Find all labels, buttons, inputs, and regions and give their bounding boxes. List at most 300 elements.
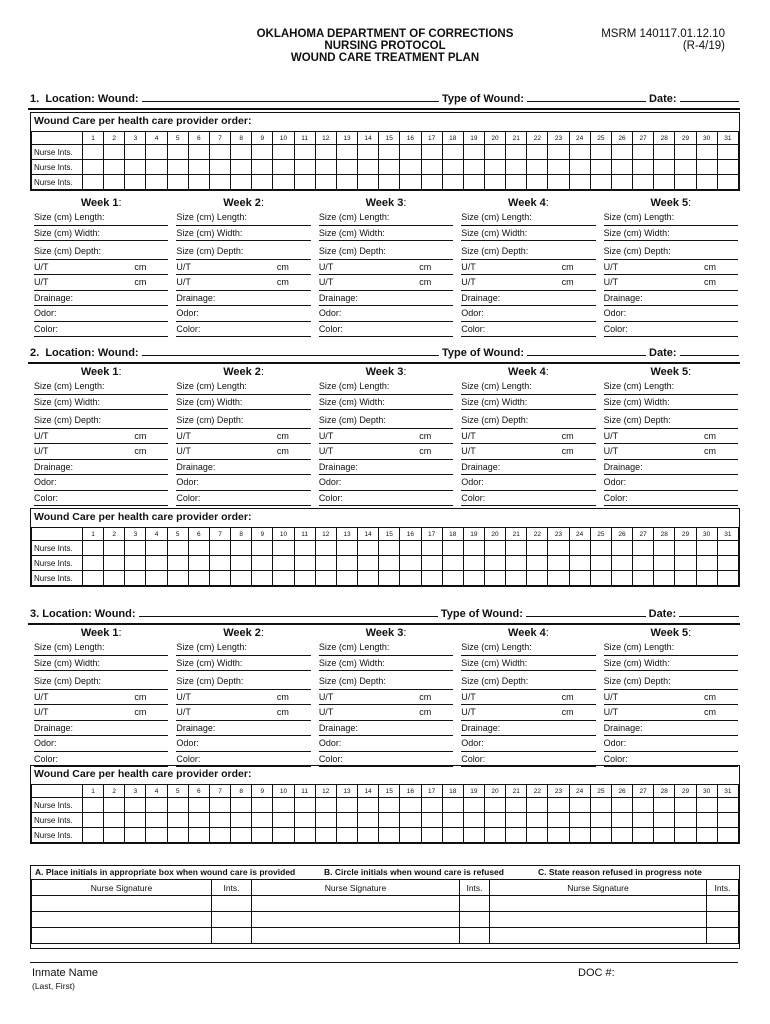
- initials-cell[interactable]: [633, 160, 654, 175]
- initials-cell[interactable]: [463, 828, 484, 843]
- initials-cell[interactable]: [400, 556, 421, 571]
- color-field[interactable]: [319, 752, 453, 768]
- color-field[interactable]: [461, 322, 595, 338]
- initials-cell[interactable]: [231, 828, 252, 843]
- initials-cell[interactable]: [463, 145, 484, 160]
- length-field[interactable]: [176, 210, 310, 226]
- initials-cell[interactable]: [209, 160, 230, 175]
- initials-cell[interactable]: [717, 556, 738, 571]
- initials-cell[interactable]: [400, 571, 421, 586]
- length-field[interactable]: [319, 640, 453, 656]
- initials-cell[interactable]: [442, 571, 463, 586]
- initials-cell[interactable]: [569, 828, 590, 843]
- initials-cell[interactable]: [675, 175, 696, 190]
- initials-cell[interactable]: [336, 813, 357, 828]
- initials-cell[interactable]: [548, 813, 569, 828]
- initials-cell[interactable]: [231, 571, 252, 586]
- initials-cell[interactable]: [633, 828, 654, 843]
- odor-field[interactable]: [319, 306, 453, 322]
- initials-cell[interactable]: [358, 556, 379, 571]
- initials-cell[interactable]: [717, 541, 738, 556]
- color-field[interactable]: [319, 322, 453, 338]
- initials-cell[interactable]: [125, 798, 146, 813]
- initials-cell[interactable]: [273, 813, 294, 828]
- initials-cell[interactable]: [379, 160, 400, 175]
- initials-cell[interactable]: [506, 160, 527, 175]
- drainage-field[interactable]: [604, 291, 738, 307]
- initials-cell[interactable]: [675, 160, 696, 175]
- initials-cell[interactable]: [167, 813, 188, 828]
- initials-cell[interactable]: [696, 798, 717, 813]
- initials-cell[interactable]: [400, 813, 421, 828]
- ut-field[interactable]: [319, 275, 453, 291]
- ints-cell[interactable]: [212, 896, 252, 912]
- initials-cell[interactable]: [231, 541, 252, 556]
- depth-field[interactable]: [461, 413, 595, 429]
- ut-field[interactable]: [34, 444, 168, 460]
- ints-cell[interactable]: [707, 896, 739, 912]
- length-field[interactable]: [461, 210, 595, 226]
- initials-cell[interactable]: [590, 828, 611, 843]
- initials-cell[interactable]: [654, 175, 675, 190]
- initials-cell[interactable]: [400, 541, 421, 556]
- initials-cell[interactable]: [717, 145, 738, 160]
- drainage-field[interactable]: [34, 291, 168, 307]
- depth-field[interactable]: [319, 244, 453, 260]
- initials-cell[interactable]: [379, 145, 400, 160]
- initials-cell[interactable]: [188, 541, 209, 556]
- location-field[interactable]: [139, 608, 438, 617]
- initials-cell[interactable]: [633, 175, 654, 190]
- initials-cell[interactable]: [611, 541, 632, 556]
- initials-cell[interactable]: [83, 571, 104, 586]
- ut-field[interactable]: [319, 690, 453, 706]
- ut-field[interactable]: [461, 444, 595, 460]
- initials-cell[interactable]: [167, 571, 188, 586]
- initials-cell[interactable]: [294, 828, 315, 843]
- initials-cell[interactable]: [696, 541, 717, 556]
- initials-cell[interactable]: [167, 541, 188, 556]
- initials-cell[interactable]: [633, 556, 654, 571]
- initials-cell[interactable]: [442, 145, 463, 160]
- initials-cell[interactable]: [83, 813, 104, 828]
- initials-cell[interactable]: [696, 175, 717, 190]
- depth-field[interactable]: [34, 674, 168, 690]
- initials-cell[interactable]: [379, 571, 400, 586]
- initials-cell[interactable]: [252, 556, 273, 571]
- depth-field[interactable]: [34, 244, 168, 260]
- initials-cell[interactable]: [548, 541, 569, 556]
- initials-cell[interactable]: [633, 798, 654, 813]
- odor-field[interactable]: [34, 736, 168, 752]
- ut-field[interactable]: [604, 705, 738, 721]
- signature-cell[interactable]: [32, 896, 212, 912]
- initials-cell[interactable]: [167, 828, 188, 843]
- initials-cell[interactable]: [463, 175, 484, 190]
- initials-cell[interactable]: [231, 160, 252, 175]
- initials-cell[interactable]: [125, 175, 146, 190]
- initials-cell[interactable]: [484, 798, 505, 813]
- ut-field[interactable]: [604, 690, 738, 706]
- signature-cell[interactable]: [252, 896, 460, 912]
- width-field[interactable]: [319, 656, 453, 672]
- length-field[interactable]: [319, 210, 453, 226]
- color-field[interactable]: [34, 322, 168, 338]
- odor-field[interactable]: [176, 736, 310, 752]
- initials-cell[interactable]: [104, 828, 125, 843]
- depth-field[interactable]: [319, 674, 453, 690]
- depth-field[interactable]: [176, 244, 310, 260]
- width-field[interactable]: [604, 395, 738, 411]
- initials-cell[interactable]: [252, 175, 273, 190]
- initials-cell[interactable]: [548, 145, 569, 160]
- initials-cell[interactable]: [231, 145, 252, 160]
- length-field[interactable]: [34, 210, 168, 226]
- initials-cell[interactable]: [294, 813, 315, 828]
- initials-cell[interactable]: [188, 556, 209, 571]
- initials-cell[interactable]: [633, 145, 654, 160]
- initials-cell[interactable]: [315, 571, 336, 586]
- initials-cell[interactable]: [654, 828, 675, 843]
- color-field[interactable]: [604, 322, 738, 338]
- initials-cell[interactable]: [379, 541, 400, 556]
- initials-cell[interactable]: [146, 798, 167, 813]
- signature-cell[interactable]: [32, 928, 212, 944]
- initials-cell[interactable]: [125, 541, 146, 556]
- initials-cell[interactable]: [611, 813, 632, 828]
- ut-field[interactable]: [319, 429, 453, 445]
- drainage-field[interactable]: [176, 291, 310, 307]
- depth-field[interactable]: [461, 244, 595, 260]
- initials-cell[interactable]: [146, 175, 167, 190]
- initials-cell[interactable]: [336, 175, 357, 190]
- ut-field[interactable]: [176, 690, 310, 706]
- location-field[interactable]: [142, 93, 439, 102]
- initials-cell[interactable]: [654, 571, 675, 586]
- initials-cell[interactable]: [400, 798, 421, 813]
- initials-cell[interactable]: [273, 175, 294, 190]
- initials-cell[interactable]: [167, 175, 188, 190]
- initials-cell[interactable]: [336, 798, 357, 813]
- initials-cell[interactable]: [315, 145, 336, 160]
- initials-cell[interactable]: [231, 813, 252, 828]
- initials-cell[interactable]: [675, 828, 696, 843]
- ints-cell[interactable]: [212, 928, 252, 944]
- signature-cell[interactable]: [490, 928, 707, 944]
- initials-cell[interactable]: [590, 813, 611, 828]
- length-field[interactable]: [461, 640, 595, 656]
- initials-cell[interactable]: [273, 145, 294, 160]
- initials-cell[interactable]: [484, 175, 505, 190]
- ut-field[interactable]: [176, 705, 310, 721]
- initials-cell[interactable]: [506, 175, 527, 190]
- initials-cell[interactable]: [654, 160, 675, 175]
- initials-cell[interactable]: [273, 828, 294, 843]
- initials-cell[interactable]: [548, 798, 569, 813]
- ut-field[interactable]: [319, 260, 453, 276]
- signature-cell[interactable]: [252, 912, 460, 928]
- drainage-field[interactable]: [604, 460, 738, 476]
- initials-cell[interactable]: [611, 175, 632, 190]
- odor-field[interactable]: [34, 306, 168, 322]
- initials-cell[interactable]: [442, 828, 463, 843]
- initials-cell[interactable]: [294, 145, 315, 160]
- initials-cell[interactable]: [696, 556, 717, 571]
- initials-cell[interactable]: [188, 571, 209, 586]
- width-field[interactable]: [34, 656, 168, 672]
- initials-cell[interactable]: [569, 175, 590, 190]
- initials-cell[interactable]: [675, 541, 696, 556]
- initials-cell[interactable]: [696, 813, 717, 828]
- type-field[interactable]: [526, 608, 646, 617]
- odor-field[interactable]: [319, 475, 453, 491]
- initials-cell[interactable]: [675, 556, 696, 571]
- length-field[interactable]: [176, 379, 310, 395]
- initials-cell[interactable]: [506, 556, 527, 571]
- initials-cell[interactable]: [442, 813, 463, 828]
- initials-cell[interactable]: [590, 145, 611, 160]
- length-field[interactable]: [461, 379, 595, 395]
- initials-cell[interactable]: [104, 160, 125, 175]
- initials-cell[interactable]: [717, 571, 738, 586]
- initials-cell[interactable]: [146, 571, 167, 586]
- ints-cell[interactable]: [212, 912, 252, 928]
- initials-cell[interactable]: [506, 145, 527, 160]
- initials-cell[interactable]: [336, 145, 357, 160]
- width-field[interactable]: [319, 395, 453, 411]
- drainage-field[interactable]: [319, 460, 453, 476]
- initials-cell[interactable]: [548, 556, 569, 571]
- ut-field[interactable]: [34, 260, 168, 276]
- color-field[interactable]: [34, 491, 168, 507]
- initials-cell[interactable]: [104, 541, 125, 556]
- initials-cell[interactable]: [125, 571, 146, 586]
- initials-cell[interactable]: [421, 145, 442, 160]
- initials-cell[interactable]: [590, 541, 611, 556]
- initials-cell[interactable]: [294, 541, 315, 556]
- initials-cell[interactable]: [104, 556, 125, 571]
- initials-cell[interactable]: [442, 556, 463, 571]
- initials-cell[interactable]: [273, 571, 294, 586]
- initials-cell[interactable]: [611, 556, 632, 571]
- depth-field[interactable]: [176, 413, 310, 429]
- initials-cell[interactable]: [527, 813, 548, 828]
- odor-field[interactable]: [176, 475, 310, 491]
- initials-cell[interactable]: [717, 798, 738, 813]
- initials-cell[interactable]: [252, 541, 273, 556]
- initials-cell[interactable]: [315, 160, 336, 175]
- initials-cell[interactable]: [125, 813, 146, 828]
- initials-cell[interactable]: [717, 160, 738, 175]
- initials-cell[interactable]: [654, 813, 675, 828]
- color-field[interactable]: [604, 491, 738, 507]
- initials-cell[interactable]: [463, 813, 484, 828]
- type-field[interactable]: [527, 347, 646, 356]
- width-field[interactable]: [176, 656, 310, 672]
- depth-field[interactable]: [319, 413, 453, 429]
- initials-cell[interactable]: [463, 798, 484, 813]
- initials-cell[interactable]: [315, 798, 336, 813]
- ut-field[interactable]: [319, 444, 453, 460]
- initials-cell[interactable]: [590, 160, 611, 175]
- date-field[interactable]: [680, 347, 739, 356]
- initials-cell[interactable]: [358, 175, 379, 190]
- drainage-field[interactable]: [34, 460, 168, 476]
- odor-field[interactable]: [461, 306, 595, 322]
- initials-cell[interactable]: [442, 798, 463, 813]
- initials-cell[interactable]: [400, 175, 421, 190]
- initials-cell[interactable]: [146, 556, 167, 571]
- initials-cell[interactable]: [379, 556, 400, 571]
- initials-cell[interactable]: [463, 556, 484, 571]
- drainage-field[interactable]: [604, 721, 738, 737]
- initials-cell[interactable]: [527, 541, 548, 556]
- odor-field[interactable]: [34, 475, 168, 491]
- initials-cell[interactable]: [83, 798, 104, 813]
- color-field[interactable]: [461, 491, 595, 507]
- initials-cell[interactable]: [484, 160, 505, 175]
- initials-cell[interactable]: [209, 541, 230, 556]
- initials-cell[interactable]: [358, 145, 379, 160]
- initials-cell[interactable]: [611, 145, 632, 160]
- drainage-field[interactable]: [176, 721, 310, 737]
- length-field[interactable]: [176, 640, 310, 656]
- initials-cell[interactable]: [463, 571, 484, 586]
- initials-cell[interactable]: [104, 813, 125, 828]
- initials-cell[interactable]: [104, 571, 125, 586]
- width-field[interactable]: [461, 395, 595, 411]
- width-field[interactable]: [461, 226, 595, 242]
- initials-cell[interactable]: [83, 160, 104, 175]
- initials-cell[interactable]: [717, 828, 738, 843]
- initials-cell[interactable]: [83, 145, 104, 160]
- ints-cell[interactable]: [707, 912, 739, 928]
- initials-cell[interactable]: [104, 145, 125, 160]
- ut-field[interactable]: [176, 275, 310, 291]
- initials-cell[interactable]: [231, 798, 252, 813]
- depth-field[interactable]: [461, 674, 595, 690]
- initials-cell[interactable]: [125, 145, 146, 160]
- initials-cell[interactable]: [400, 145, 421, 160]
- length-field[interactable]: [604, 210, 738, 226]
- length-field[interactable]: [604, 640, 738, 656]
- initials-cell[interactable]: [675, 571, 696, 586]
- width-field[interactable]: [604, 226, 738, 242]
- initials-cell[interactable]: [379, 813, 400, 828]
- initials-cell[interactable]: [484, 571, 505, 586]
- width-field[interactable]: [461, 656, 595, 672]
- initials-cell[interactable]: [633, 813, 654, 828]
- drainage-field[interactable]: [319, 291, 453, 307]
- ut-field[interactable]: [604, 429, 738, 445]
- ut-field[interactable]: [34, 429, 168, 445]
- initials-cell[interactable]: [146, 145, 167, 160]
- initials-cell[interactable]: [421, 556, 442, 571]
- initials-cell[interactable]: [654, 798, 675, 813]
- initials-cell[interactable]: [506, 798, 527, 813]
- initials-cell[interactable]: [209, 813, 230, 828]
- initials-cell[interactable]: [167, 798, 188, 813]
- initials-cell[interactable]: [336, 160, 357, 175]
- initials-cell[interactable]: [315, 541, 336, 556]
- length-field[interactable]: [604, 379, 738, 395]
- length-field[interactable]: [34, 379, 168, 395]
- initials-cell[interactable]: [421, 160, 442, 175]
- depth-field[interactable]: [604, 413, 738, 429]
- initials-cell[interactable]: [421, 541, 442, 556]
- ut-field[interactable]: [604, 275, 738, 291]
- initials-cell[interactable]: [527, 175, 548, 190]
- ut-field[interactable]: [461, 690, 595, 706]
- initials-cell[interactable]: [167, 160, 188, 175]
- initials-cell[interactable]: [294, 798, 315, 813]
- initials-cell[interactable]: [252, 571, 273, 586]
- ut-field[interactable]: [319, 705, 453, 721]
- ut-field[interactable]: [34, 705, 168, 721]
- initials-cell[interactable]: [611, 828, 632, 843]
- initials-cell[interactable]: [675, 798, 696, 813]
- type-field[interactable]: [527, 93, 646, 102]
- initials-cell[interactable]: [569, 798, 590, 813]
- initials-cell[interactable]: [146, 541, 167, 556]
- width-field[interactable]: [34, 395, 168, 411]
- initials-cell[interactable]: [506, 571, 527, 586]
- ints-cell[interactable]: [707, 928, 739, 944]
- initials-cell[interactable]: [379, 798, 400, 813]
- initials-cell[interactable]: [675, 813, 696, 828]
- drainage-field[interactable]: [319, 721, 453, 737]
- ut-field[interactable]: [34, 275, 168, 291]
- initials-cell[interactable]: [590, 556, 611, 571]
- initials-cell[interactable]: [484, 556, 505, 571]
- initials-cell[interactable]: [209, 828, 230, 843]
- odor-field[interactable]: [461, 736, 595, 752]
- initials-cell[interactable]: [548, 160, 569, 175]
- odor-field[interactable]: [176, 306, 310, 322]
- initials-cell[interactable]: [167, 145, 188, 160]
- ut-field[interactable]: [176, 429, 310, 445]
- initials-cell[interactable]: [442, 175, 463, 190]
- odor-field[interactable]: [319, 736, 453, 752]
- ut-field[interactable]: [604, 260, 738, 276]
- initials-cell[interactable]: [252, 813, 273, 828]
- initials-cell[interactable]: [527, 798, 548, 813]
- initials-cell[interactable]: [654, 145, 675, 160]
- initials-cell[interactable]: [484, 828, 505, 843]
- initials-cell[interactable]: [358, 813, 379, 828]
- initials-cell[interactable]: [188, 798, 209, 813]
- signature-cell[interactable]: [252, 928, 460, 944]
- drainage-field[interactable]: [461, 460, 595, 476]
- initials-cell[interactable]: [104, 798, 125, 813]
- initials-cell[interactable]: [188, 813, 209, 828]
- ut-field[interactable]: [176, 444, 310, 460]
- color-field[interactable]: [176, 491, 310, 507]
- initials-cell[interactable]: [209, 798, 230, 813]
- initials-cell[interactable]: [336, 541, 357, 556]
- initials-cell[interactable]: [188, 175, 209, 190]
- initials-cell[interactable]: [209, 175, 230, 190]
- initials-cell[interactable]: [209, 145, 230, 160]
- ints-cell[interactable]: [460, 896, 490, 912]
- width-field[interactable]: [34, 226, 168, 242]
- initials-cell[interactable]: [294, 556, 315, 571]
- color-field[interactable]: [461, 752, 595, 768]
- ut-field[interactable]: [461, 429, 595, 445]
- odor-field[interactable]: [604, 475, 738, 491]
- initials-cell[interactable]: [696, 160, 717, 175]
- depth-field[interactable]: [34, 413, 168, 429]
